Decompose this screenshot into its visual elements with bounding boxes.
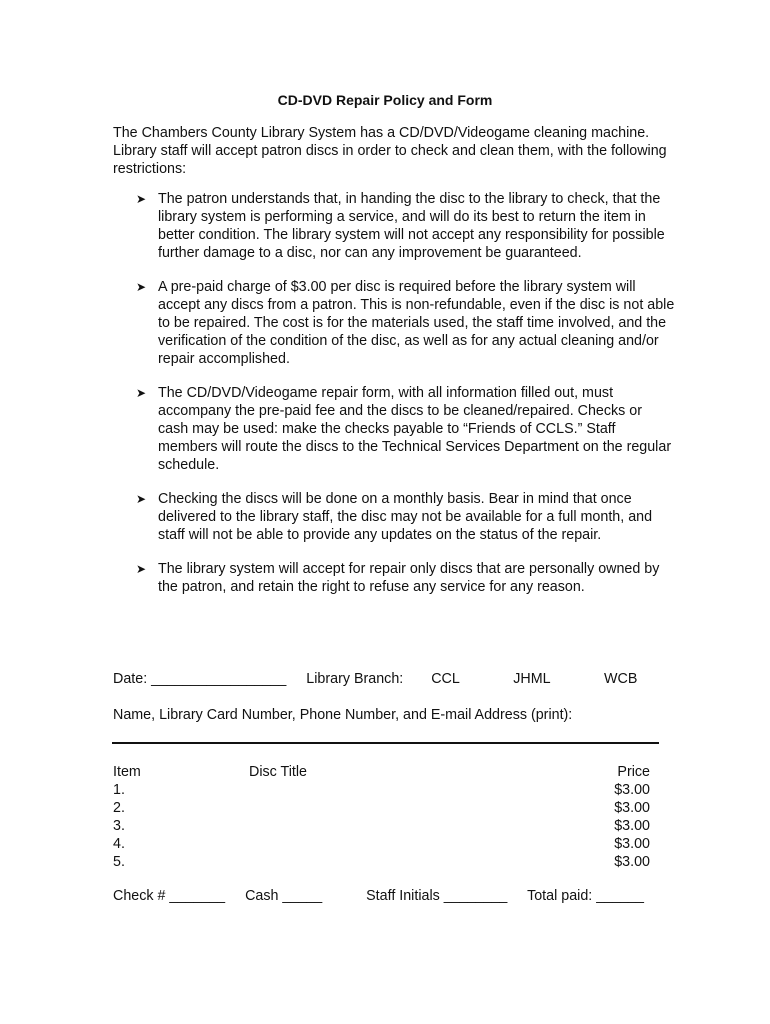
branch-option-jhml[interactable]: JHML	[513, 671, 551, 687]
item-price: $3.00	[614, 800, 650, 816]
disc-title-field[interactable]	[249, 853, 610, 871]
restrictions-list	[136, 190, 676, 612]
restriction-text: The CD/DVD/Videogame repair form, with all information filled out, must accompany the pre-paid fee and the discs to be cleaned/repaired. Checks or cash may be used: make the checks payable to “Friends of CCLS.” Staff members will route the discs to the Technical Services Department on the regular schedule.	[158, 385, 672, 473]
disc-title-field[interactable]	[249, 799, 610, 817]
check-number-field[interactable]: Check # _______	[113, 888, 226, 904]
restriction-item	[136, 278, 676, 368]
header-item: Item	[113, 764, 141, 780]
disc-title-field[interactable]	[249, 781, 610, 799]
disc-title-field[interactable]	[249, 817, 610, 835]
restriction-text: The patron understands that, in handing the disc to the library to check, that the library system is performing a service, and will do its best to return the item in better condition. The library system will not accept any responsibility for possible further damage to a disc, nor can any improvement be guaranteed.	[158, 191, 665, 261]
item-price: $3.00	[614, 854, 650, 870]
disc-title-field[interactable]	[249, 835, 610, 853]
arrow-bullet-icon: ➤	[136, 192, 147, 206]
staff-initials-field[interactable]: Staff Initials ________	[366, 888, 508, 904]
item-price: $3.00	[614, 836, 650, 852]
contact-label: Name, Library Card Number, Phone Number, and E-mail Address (print):	[113, 707, 573, 723]
branch-option-ccl[interactable]: CCL	[431, 671, 460, 687]
contact-entry-line[interactable]	[112, 742, 659, 744]
table-header-row	[113, 763, 650, 781]
item-number: 4.	[113, 836, 125, 852]
header-disc-title: Disc Title	[249, 764, 307, 780]
table-row	[113, 781, 650, 799]
arrow-bullet-icon: ➤	[136, 492, 147, 506]
branch-option-wcb[interactable]: WCB	[604, 671, 638, 687]
item-price: $3.00	[614, 782, 650, 798]
intro-paragraph: The Chambers County Library System has a CD/DVD/Videogame cleaning machine. Library staff will accept patron discs in order to check and clean them, with the following restrictions:	[113, 125, 667, 177]
restriction-item	[136, 190, 676, 262]
item-number: 2.	[113, 800, 125, 816]
library-branch-label: Library Branch:	[306, 671, 404, 687]
form-title: CD-DVD Repair Policy and Form	[277, 92, 493, 108]
restriction-item	[136, 560, 676, 596]
date-field[interactable]: Date: _________________	[113, 671, 287, 687]
payment-row	[113, 888, 644, 904]
total-paid-field[interactable]: Total paid: ______	[527, 888, 644, 904]
items-table	[113, 763, 650, 871]
table-row	[113, 799, 650, 817]
date-branch-row	[113, 671, 637, 687]
table-row	[113, 817, 650, 835]
restriction-item	[136, 384, 676, 474]
cash-field[interactable]: Cash _____	[245, 888, 323, 904]
arrow-bullet-icon: ➤	[136, 280, 147, 294]
header-price: Price	[617, 764, 650, 780]
arrow-bullet-icon: ➤	[136, 562, 147, 576]
restriction-text: The library system will accept for repair only discs that are personally owned by the patron, and retain the right to refuse any service for any reason.	[158, 561, 660, 595]
table-row	[113, 853, 650, 871]
table-row	[113, 835, 650, 853]
item-number: 1.	[113, 782, 125, 798]
arrow-bullet-icon: ➤	[136, 386, 147, 400]
restriction-item	[136, 490, 676, 544]
restriction-text: A pre-paid charge of $3.00 per disc is required before the library system will accept any discs from a patron. This is non-refundable, even if the disc is not able to be repaired. The cost is for the materials used, the staff time involved, and the verification of the condition of the disc, as well as for any actual cleaning and/or repair accomplished.	[158, 279, 675, 367]
restriction-text: Checking the discs will be done on a monthly basis. Bear in mind that once delivered to the library staff, the disc may not be available for a full month, and staff will not be able to provide any updates on the status of the repair.	[158, 491, 653, 543]
item-number: 5.	[113, 854, 125, 870]
item-price: $3.00	[614, 818, 650, 834]
item-number: 3.	[113, 818, 125, 834]
